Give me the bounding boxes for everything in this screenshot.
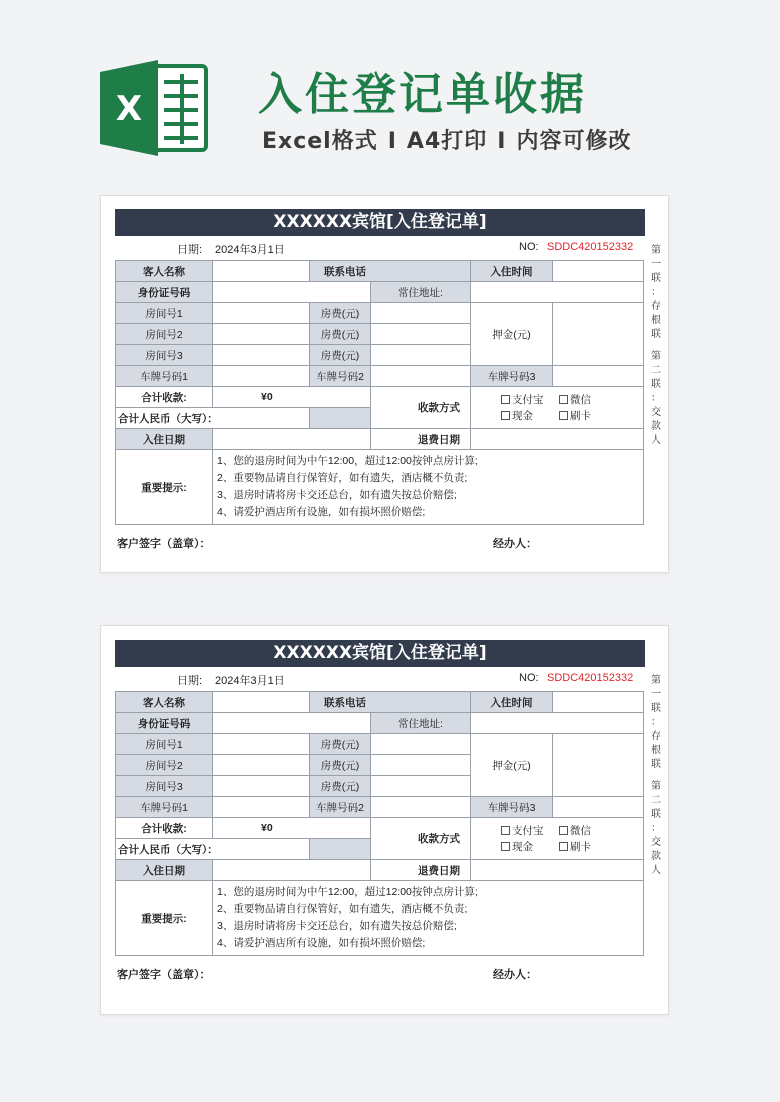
deposit-cell[interactable] (553, 303, 644, 366)
note-item: 1、您的退房时间为中午12:00，超过12:00按钟点房计算; (217, 886, 478, 898)
rmb-cell[interactable] (310, 839, 371, 860)
room1-label: 房间号1 (116, 303, 213, 324)
room1-cell[interactable] (213, 734, 310, 755)
signature-row (115, 525, 645, 551)
address-cell[interactable] (471, 713, 644, 734)
side-char: 联 (651, 703, 661, 714)
customer-sign-label: 客户签字（盖章）： (117, 969, 211, 981)
fee1-label: 房费(元) (310, 734, 371, 755)
id-number-label: 身份证号码 (116, 282, 213, 303)
fee1-label: 房费(元) (310, 303, 371, 324)
pay-method-label: 收款方式 (371, 818, 471, 860)
date-value[interactable]: 2024年3月1日 (215, 675, 285, 687)
room2-cell[interactable] (213, 324, 310, 345)
copy-side-label-2 (649, 674, 663, 878)
pay-methods (471, 818, 644, 860)
form-meta (115, 667, 645, 691)
plate2-cell[interactable] (371, 797, 471, 818)
fee3-cell[interactable] (371, 345, 471, 366)
hero-title: 入住登记单收据 (258, 69, 587, 120)
date-label: 日期: (177, 675, 203, 687)
side-char: 根 (651, 745, 661, 756)
checkin-date-cell[interactable] (213, 860, 371, 881)
guest-name-cell[interactable] (213, 261, 310, 282)
side-char: ： (651, 393, 661, 404)
deposit-cell[interactable] (553, 734, 644, 797)
side-char: 第 (651, 351, 661, 362)
pay-card-option[interactable]: 刷卡 (559, 408, 617, 424)
room2-cell[interactable] (213, 755, 310, 776)
checkin-date-label: 入住日期 (116, 860, 213, 881)
notice-label: 重要提示: (116, 881, 213, 956)
date-value[interactable]: 2024年3月1日 (215, 244, 285, 256)
rmb-label: 合计人民币（大写）： (116, 839, 310, 860)
number-value[interactable]: SDDC420152332 (547, 241, 634, 253)
plate1-label: 车牌号码1 (116, 366, 213, 387)
side-char: 一 (651, 259, 661, 270)
side-char: 第 (651, 675, 661, 686)
side-char: 二 (651, 795, 661, 806)
plate1-cell[interactable] (213, 366, 310, 387)
fee2-cell[interactable] (371, 755, 471, 776)
rmb-label: 合计人民币（大写）： (116, 408, 310, 429)
guest-name-label: 客人名称 (116, 692, 213, 713)
room2-label: 房间号2 (116, 755, 213, 776)
fee1-cell[interactable] (371, 303, 471, 324)
note-item: 1、您的退房时间为中午12:00，超过12:00按钟点房计算; (217, 455, 478, 467)
notice-text (213, 881, 644, 956)
fee2-label: 房费(元) (310, 324, 371, 345)
side-char: 交 (651, 837, 661, 848)
note-item: 3、退房时请将房卡交还总台，如有遗失按总价赔偿; (217, 920, 457, 932)
fee2-cell[interactable] (371, 324, 471, 345)
receipt-sheet-1 (100, 195, 669, 573)
id-number-label: 身份证号码 (116, 713, 213, 734)
address-cell[interactable] (471, 282, 644, 303)
side-char: 人 (651, 865, 661, 876)
side-char: 款 (651, 421, 661, 432)
hero-subtitle (262, 124, 631, 155)
side-char: 联 (651, 379, 661, 390)
receipt-sheet-2 (100, 625, 669, 1015)
form-title: XXXXXX宾馆[入住登记单] (115, 640, 645, 667)
checkbox-icon (501, 395, 510, 404)
side-char: 交 (651, 407, 661, 418)
pay-card-option[interactable]: 刷卡 (559, 839, 617, 855)
fee3-label: 房费(元) (310, 776, 371, 797)
total-label: 合计收款: (116, 818, 213, 839)
page-header (0, 0, 780, 190)
room3-label: 房间号3 (116, 776, 213, 797)
side-char: 存 (651, 301, 661, 312)
side-char: 款 (651, 851, 661, 862)
room3-cell[interactable] (213, 776, 310, 797)
number-label: NO: (519, 672, 539, 684)
notice-text (213, 450, 644, 525)
guest-name-cell[interactable] (213, 692, 310, 713)
fee2-label: 房费(元) (310, 755, 371, 776)
guest-name-label: 客人名称 (116, 261, 213, 282)
side-char: 根 (651, 315, 661, 326)
plate3-label: 车牌号码3 (471, 366, 553, 387)
handler-label: 经办人： (493, 538, 537, 550)
rmb-cell[interactable] (310, 408, 371, 429)
pay-cash-option[interactable]: 现金 (501, 839, 559, 855)
fee3-label: 房费(元) (310, 345, 371, 366)
side-char: ： (651, 823, 661, 834)
side-char: 人 (651, 435, 661, 446)
number-value[interactable]: SDDC420152332 (547, 672, 634, 684)
checkout-date-cell[interactable] (471, 860, 644, 881)
checkin-time-label: 入住时间 (471, 261, 553, 282)
date-label: 日期: (177, 244, 203, 256)
fee1-cell[interactable] (371, 734, 471, 755)
number-label: NO: (519, 241, 539, 253)
total-label: 合计收款: (116, 387, 213, 408)
registration-form-1 (115, 209, 645, 551)
address-label: 常住地址: (371, 282, 471, 303)
pay-alipay-option[interactable]: 支付宝 (501, 392, 559, 408)
checkout-date-label: 退费日期 (371, 429, 471, 450)
copy-side-label-1 (649, 244, 663, 448)
side-char: ： (651, 717, 661, 728)
pay-alipay-option[interactable]: 支付宝 (501, 823, 559, 839)
checkbox-icon (501, 842, 510, 851)
subtitle-print: A4打印 (406, 129, 488, 154)
checkbox-icon (559, 826, 568, 835)
checkin-time-cell[interactable] (553, 692, 644, 713)
subtitle-format: Excel格式 (262, 129, 378, 154)
plate3-cell[interactable] (553, 797, 644, 818)
checkbox-icon (559, 842, 568, 851)
plate2-label: 车牌号码2 (310, 366, 371, 387)
side-char: 第 (651, 781, 661, 792)
id-number-cell[interactable] (213, 282, 371, 303)
side-char: 联 (651, 273, 661, 284)
checkin-date-cell[interactable] (213, 429, 371, 450)
note-item: 4、请爱护酒店所有设施，如有损坏照价赔偿; (217, 506, 426, 518)
checkbox-icon (559, 411, 568, 420)
checkbox-icon (501, 411, 510, 420)
plate2-label: 车牌号码2 (310, 797, 371, 818)
phone-label: 联系电话 (310, 692, 471, 713)
side-char: 第 (651, 245, 661, 256)
room3-cell[interactable] (213, 345, 310, 366)
logo-letter: X (115, 89, 143, 129)
checkin-time-cell[interactable] (553, 261, 644, 282)
total-value[interactable]: ¥0 (213, 387, 371, 408)
pay-cash-option[interactable]: 现金 (501, 408, 559, 424)
checkout-date-label: 退费日期 (371, 860, 471, 881)
side-char: 联 (651, 329, 661, 340)
handler-label: 经办人： (493, 969, 537, 981)
side-char: 联 (651, 809, 661, 820)
notice-label: 重要提示: (116, 450, 213, 525)
side-char: 一 (651, 689, 661, 700)
plate3-label: 车牌号码3 (471, 797, 553, 818)
room3-label: 房间号3 (116, 345, 213, 366)
side-char: ： (651, 287, 661, 298)
checkbox-icon (559, 395, 568, 404)
plate1-label: 车牌号码1 (116, 797, 213, 818)
note-item: 3、退房时请将房卡交还总台，如有遗失按总价赔偿; (217, 489, 457, 501)
form-meta (115, 236, 645, 260)
side-char: 联 (651, 759, 661, 770)
plate2-cell[interactable] (371, 366, 471, 387)
checkbox-icon (501, 826, 510, 835)
subtitle-editable: 内容可修改 (516, 129, 632, 154)
pay-method-label: 收款方式 (371, 387, 471, 429)
pay-methods (471, 387, 644, 429)
note-item: 2、重要物品请自行保管好，如有遗失，酒店概不负责; (217, 903, 468, 915)
checkin-time-label: 入住时间 (471, 692, 553, 713)
fee3-cell[interactable] (371, 776, 471, 797)
plate3-cell[interactable] (553, 366, 644, 387)
deposit-label: 押金(元) (471, 303, 553, 366)
customer-sign-label: 客户签字（盖章）： (117, 538, 211, 550)
excel-logo-icon (100, 60, 210, 156)
signature-row (115, 956, 645, 982)
deposit-label: 押金(元) (471, 734, 553, 797)
note-item: 4、请爱护酒店所有设施，如有损坏照价赔偿; (217, 937, 426, 949)
registration-table (115, 260, 644, 525)
pay-wechat-option[interactable]: 微信 (559, 392, 617, 408)
total-value[interactable]: ¥0 (213, 818, 371, 839)
room2-label: 房间号2 (116, 324, 213, 345)
pay-wechat-option[interactable]: 微信 (559, 823, 617, 839)
registration-form-2 (115, 640, 645, 982)
subtitle-separator: I (387, 129, 397, 154)
address-label: 常住地址: (371, 713, 471, 734)
registration-table (115, 691, 644, 956)
checkin-date-label: 入住日期 (116, 429, 213, 450)
subtitle-separator: I (497, 129, 507, 154)
form-title: XXXXXX宾馆[入住登记单] (115, 209, 645, 236)
room1-label: 房间号1 (116, 734, 213, 755)
room1-cell[interactable] (213, 303, 310, 324)
side-char: 存 (651, 731, 661, 742)
note-item: 2、重要物品请自行保管好，如有遗失，酒店概不负责; (217, 472, 468, 484)
id-number-cell[interactable] (213, 713, 371, 734)
side-char: 二 (651, 365, 661, 376)
plate1-cell[interactable] (213, 797, 310, 818)
phone-label: 联系电话 (310, 261, 471, 282)
checkout-date-cell[interactable] (471, 429, 644, 450)
